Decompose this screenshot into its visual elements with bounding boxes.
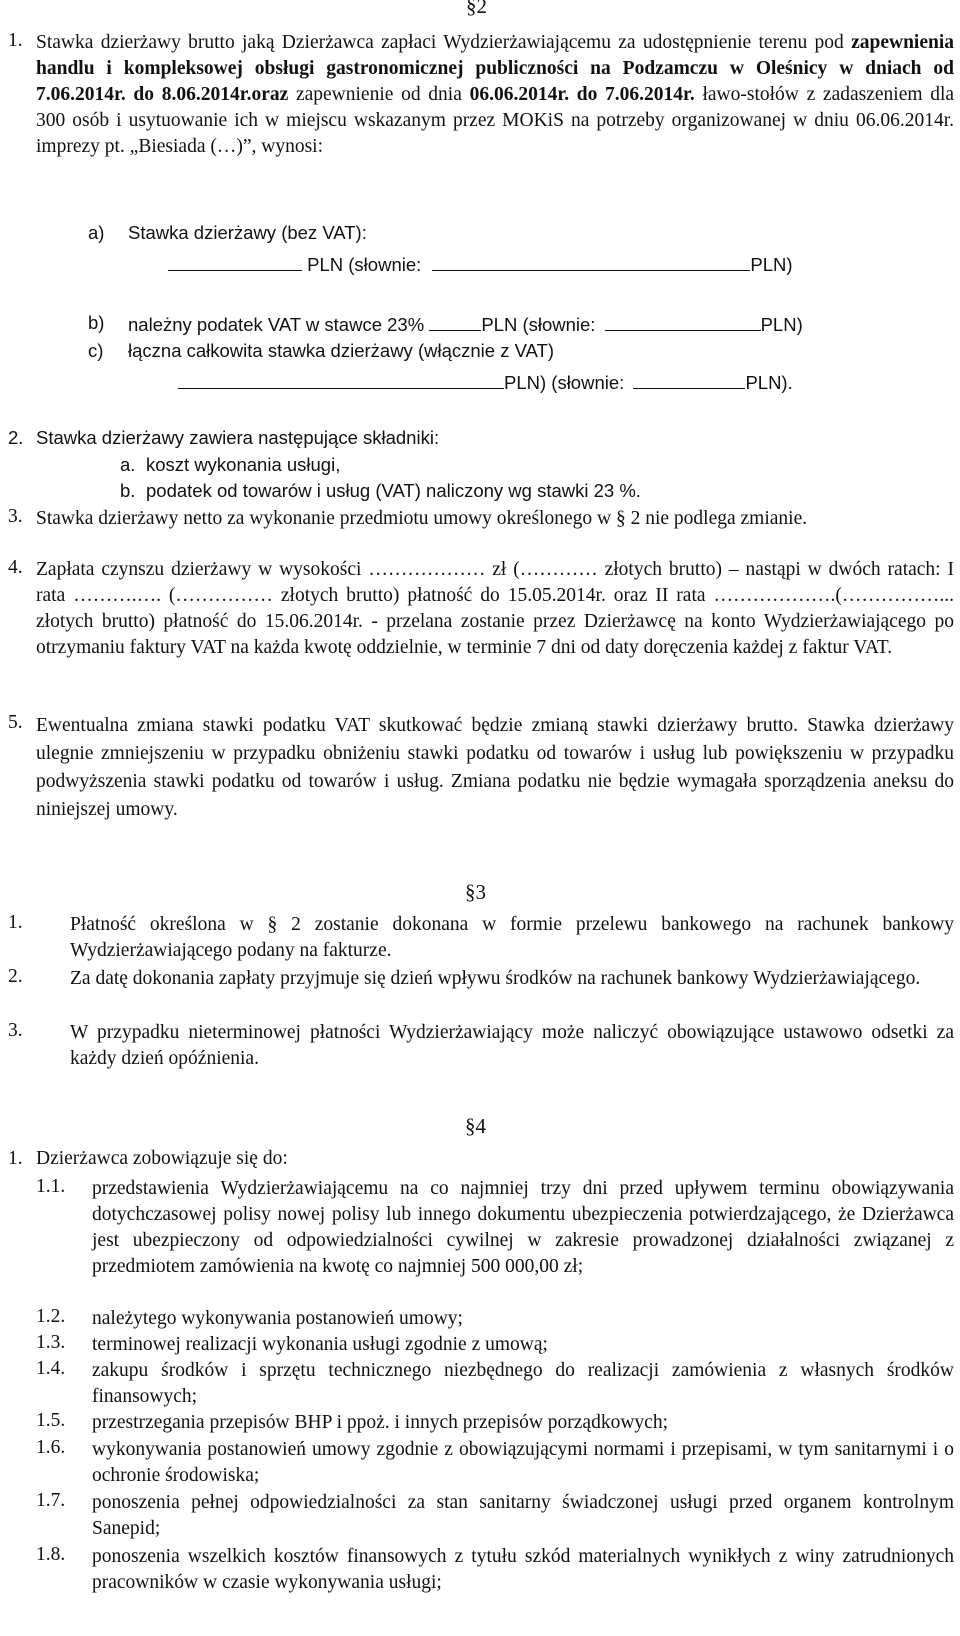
para-3-3-number: 3. [8, 1020, 23, 1041]
pln-end: PLN) [760, 314, 803, 335]
para-3-1-text: Płatność określona w § 2 zostanie dokonana w formie przelewu bankowego na rachunek bankowy Wydzierżawiającego podany na fakturze. [70, 914, 954, 961]
para-2-2-a: koszt wykonania usługi, [146, 454, 341, 475]
para-2-4-text: Zapłata czynszu dzierżawy w wysokości ……………… zł (………… złotych brutto) – nastąpi w dwóch ratach: I rata ……….…. (…………… złotych brutto) płatność do 15.05.2014r. oraz II rata ……………….(……………... złotych brutto) płatność do 15.06.2014r. - przelana zostanie przez Dzierżawcę na konto Wydzierżawiającego po otrzymaniu faktury VAT na każda kwotę oddzielnie, w terminie 7 dni od daty doręczenia każdej z faktur VAT. [36, 559, 954, 658]
item-1-4-text: zakupu środków i sprzętu technicznego niezbędnego do realizacji zamówienia z własnych środków finansowych; [92, 1360, 954, 1407]
words-blank [633, 370, 745, 389]
item-1-8-number: 1.8. [36, 1544, 66, 1565]
item-b-line [128, 312, 803, 336]
para-2-1-text-d: ławo-stołów z zadaszeniem dla 300 osób i usytuowanie ich w miejscu wskazanym przez MOKiS na potrzeby organizowanej w dniu 06.06.2014r. imprezy pt. „Biesiada (…)”, wynosi: [36, 84, 955, 157]
item-c-line2 [178, 370, 793, 394]
item-1-6-number: 1.6. [36, 1437, 66, 1458]
section-3-title: §3 [465, 880, 486, 904]
amount-blank [429, 312, 481, 331]
para-2-1-text-a: Stawka dzierżawy brutto jaką Dzierżawca zapłaci Wydzierżawiającemu za udostępnienie terenu pod [36, 32, 844, 53]
pln-end: PLN) [750, 254, 793, 275]
item-a-line2 [168, 252, 793, 276]
amount-blank [168, 252, 302, 271]
para-2-2-text: Stawka dzierżawy zawiera następujące składniki: [36, 427, 440, 448]
pln-label: PLN (słownie: [307, 254, 422, 275]
para-2-3-text: Stawka dzierżawy netto za wykonanie przedmiotu umowy określonego w § 2 nie podlega zmianie. [36, 508, 808, 529]
item-a-text: Stawka dzierżawy (bez VAT): [128, 222, 367, 243]
para-4-1-text: Dzierżawca zobowiązuje się do: [36, 1148, 288, 1169]
words-blank [432, 252, 750, 271]
item-1-4-number: 1.4. [36, 1358, 66, 1379]
para-3-1-number: 1. [8, 912, 23, 933]
para-2-1-text-c: zapewnienie od dnia [295, 84, 462, 105]
para-4-1-number: 1. [8, 1148, 23, 1169]
para-2-2-b: podatek od towarów i usług (VAT) naliczony wg stawki 23 %. [146, 480, 641, 501]
item-a-label: a) [88, 222, 105, 243]
para-2-1-number: 1. [8, 30, 23, 51]
para-2-5-text: Ewentualna zmiana stawki podatku VAT skutkować będzie zmianą stawki dzierżawy brutto. Stawka dzierżawy ulegnie zmniejszeniu w przypadku obniżeniu stawki podatku od towarów i usług lub powiększeniu w przypadku podwyższenia stawki podatku od towarów i usług. Zmiana podatku nie będzie wymagała sporządzenia aneksu do niniejszej umowy. [36, 715, 954, 820]
item-1-6-text: wykonywania postanowień umowy zgodnie z obowiązującymi normami i przepisami, w tym sanitarnymi i o ochronie środowiska; [92, 1439, 954, 1486]
item-1-7-text: ponoszenia pełnej odpowiedzialności za stan sanitarny świadczonej usługi przed organem kontrolnym Sanepid; [92, 1492, 954, 1539]
para-2-2-number: 2. [8, 427, 24, 448]
para-2-1 [36, 30, 954, 160]
item-1-2-text: należytego wykonywania postanowień umowy; [92, 1308, 463, 1329]
item-1-3-text: terminowej realizacji wykonania usługi zgodnie z umową; [92, 1334, 548, 1355]
para-2-3-number: 3. [8, 506, 23, 527]
item-1-7-number: 1.7. [36, 1490, 66, 1511]
item-c-label: c) [88, 340, 104, 361]
item-1-8-text: ponoszenia wszelkich kosztów finansowych z tytułu szkód materialnych wynikłych z winy zatrudnionych pracowników w czasie wykonywania usługi; [92, 1546, 954, 1593]
item-b-text: należny podatek VAT w stawce 23% [128, 314, 425, 335]
pln-label: PLN (słownie: [481, 314, 596, 335]
item-1-1-number: 1.1. [36, 1176, 66, 1197]
item-1-2-number: 1.2. [36, 1306, 66, 1327]
item-1-1-text: przedstawienia Wydzierżawiającemu na co najmniej trzy dni przed upływem terminu obowiązywania dotychczasowej polisy nowej polisy lub innego dokumentu ubezpieczenia potwierdzającego, że Dzierżawca jest ubezpieczony od odpowiedzialności cywilnej w zakresie prowadzonej działalności związanej z przedmiotem zamówienia na kwotę co najmniej 500 000,00 zł; [92, 1178, 954, 1277]
item-c-text: łączna całkowita stawka dzierżawy (włącznie z VAT) [128, 340, 554, 361]
item-1-5-number: 1.5. [36, 1410, 66, 1431]
pln-label: PLN) (słownie: [504, 372, 625, 393]
para-2-2-b-label: b. [120, 480, 136, 501]
pln-end: PLN). [745, 372, 793, 393]
para-2-1-bold-a: zapewnienia handlu i kompleksowej obsługi gastronomicznej publiczności na Podzamczu w Oleśnicy w dniach od 7.06.2014r. do 8.06.2014r. [36, 32, 955, 105]
para-2-5-number: 5. [8, 712, 23, 733]
item-1-3-number: 1.3. [36, 1332, 66, 1353]
para-2-1-bold-b: 06.06.2014r. do 7.06.2014r. [469, 84, 695, 105]
para-3-2-text: Za datę dokonania zapłaty przyjmuje się dzień wpływu środków na rachunek bankowy Wydzierżawiającego. [70, 968, 921, 989]
para-2-4-number: 4. [8, 557, 23, 578]
section-4-title: §4 [465, 1114, 486, 1138]
para-3-2-number: 2. [8, 966, 23, 987]
item-1-5-text: przestrzegania przepisów BHP i ppoż. i innych przepisów porządkowych; [92, 1412, 668, 1433]
para-2-2-a-label: a. [120, 454, 136, 475]
words-blank [605, 312, 761, 331]
para-2-1-text-b: oraz [251, 84, 289, 105]
section-2-title: §2 [466, 0, 487, 18]
item-b-label: b) [88, 312, 105, 333]
para-3-3-text: W przypadku nieterminowej płatności Wydzierżawiający może naliczyć obowiązujące ustawowo odsetki za każdy dzień opóźnienia. [70, 1022, 954, 1069]
amount-blank [178, 370, 504, 389]
